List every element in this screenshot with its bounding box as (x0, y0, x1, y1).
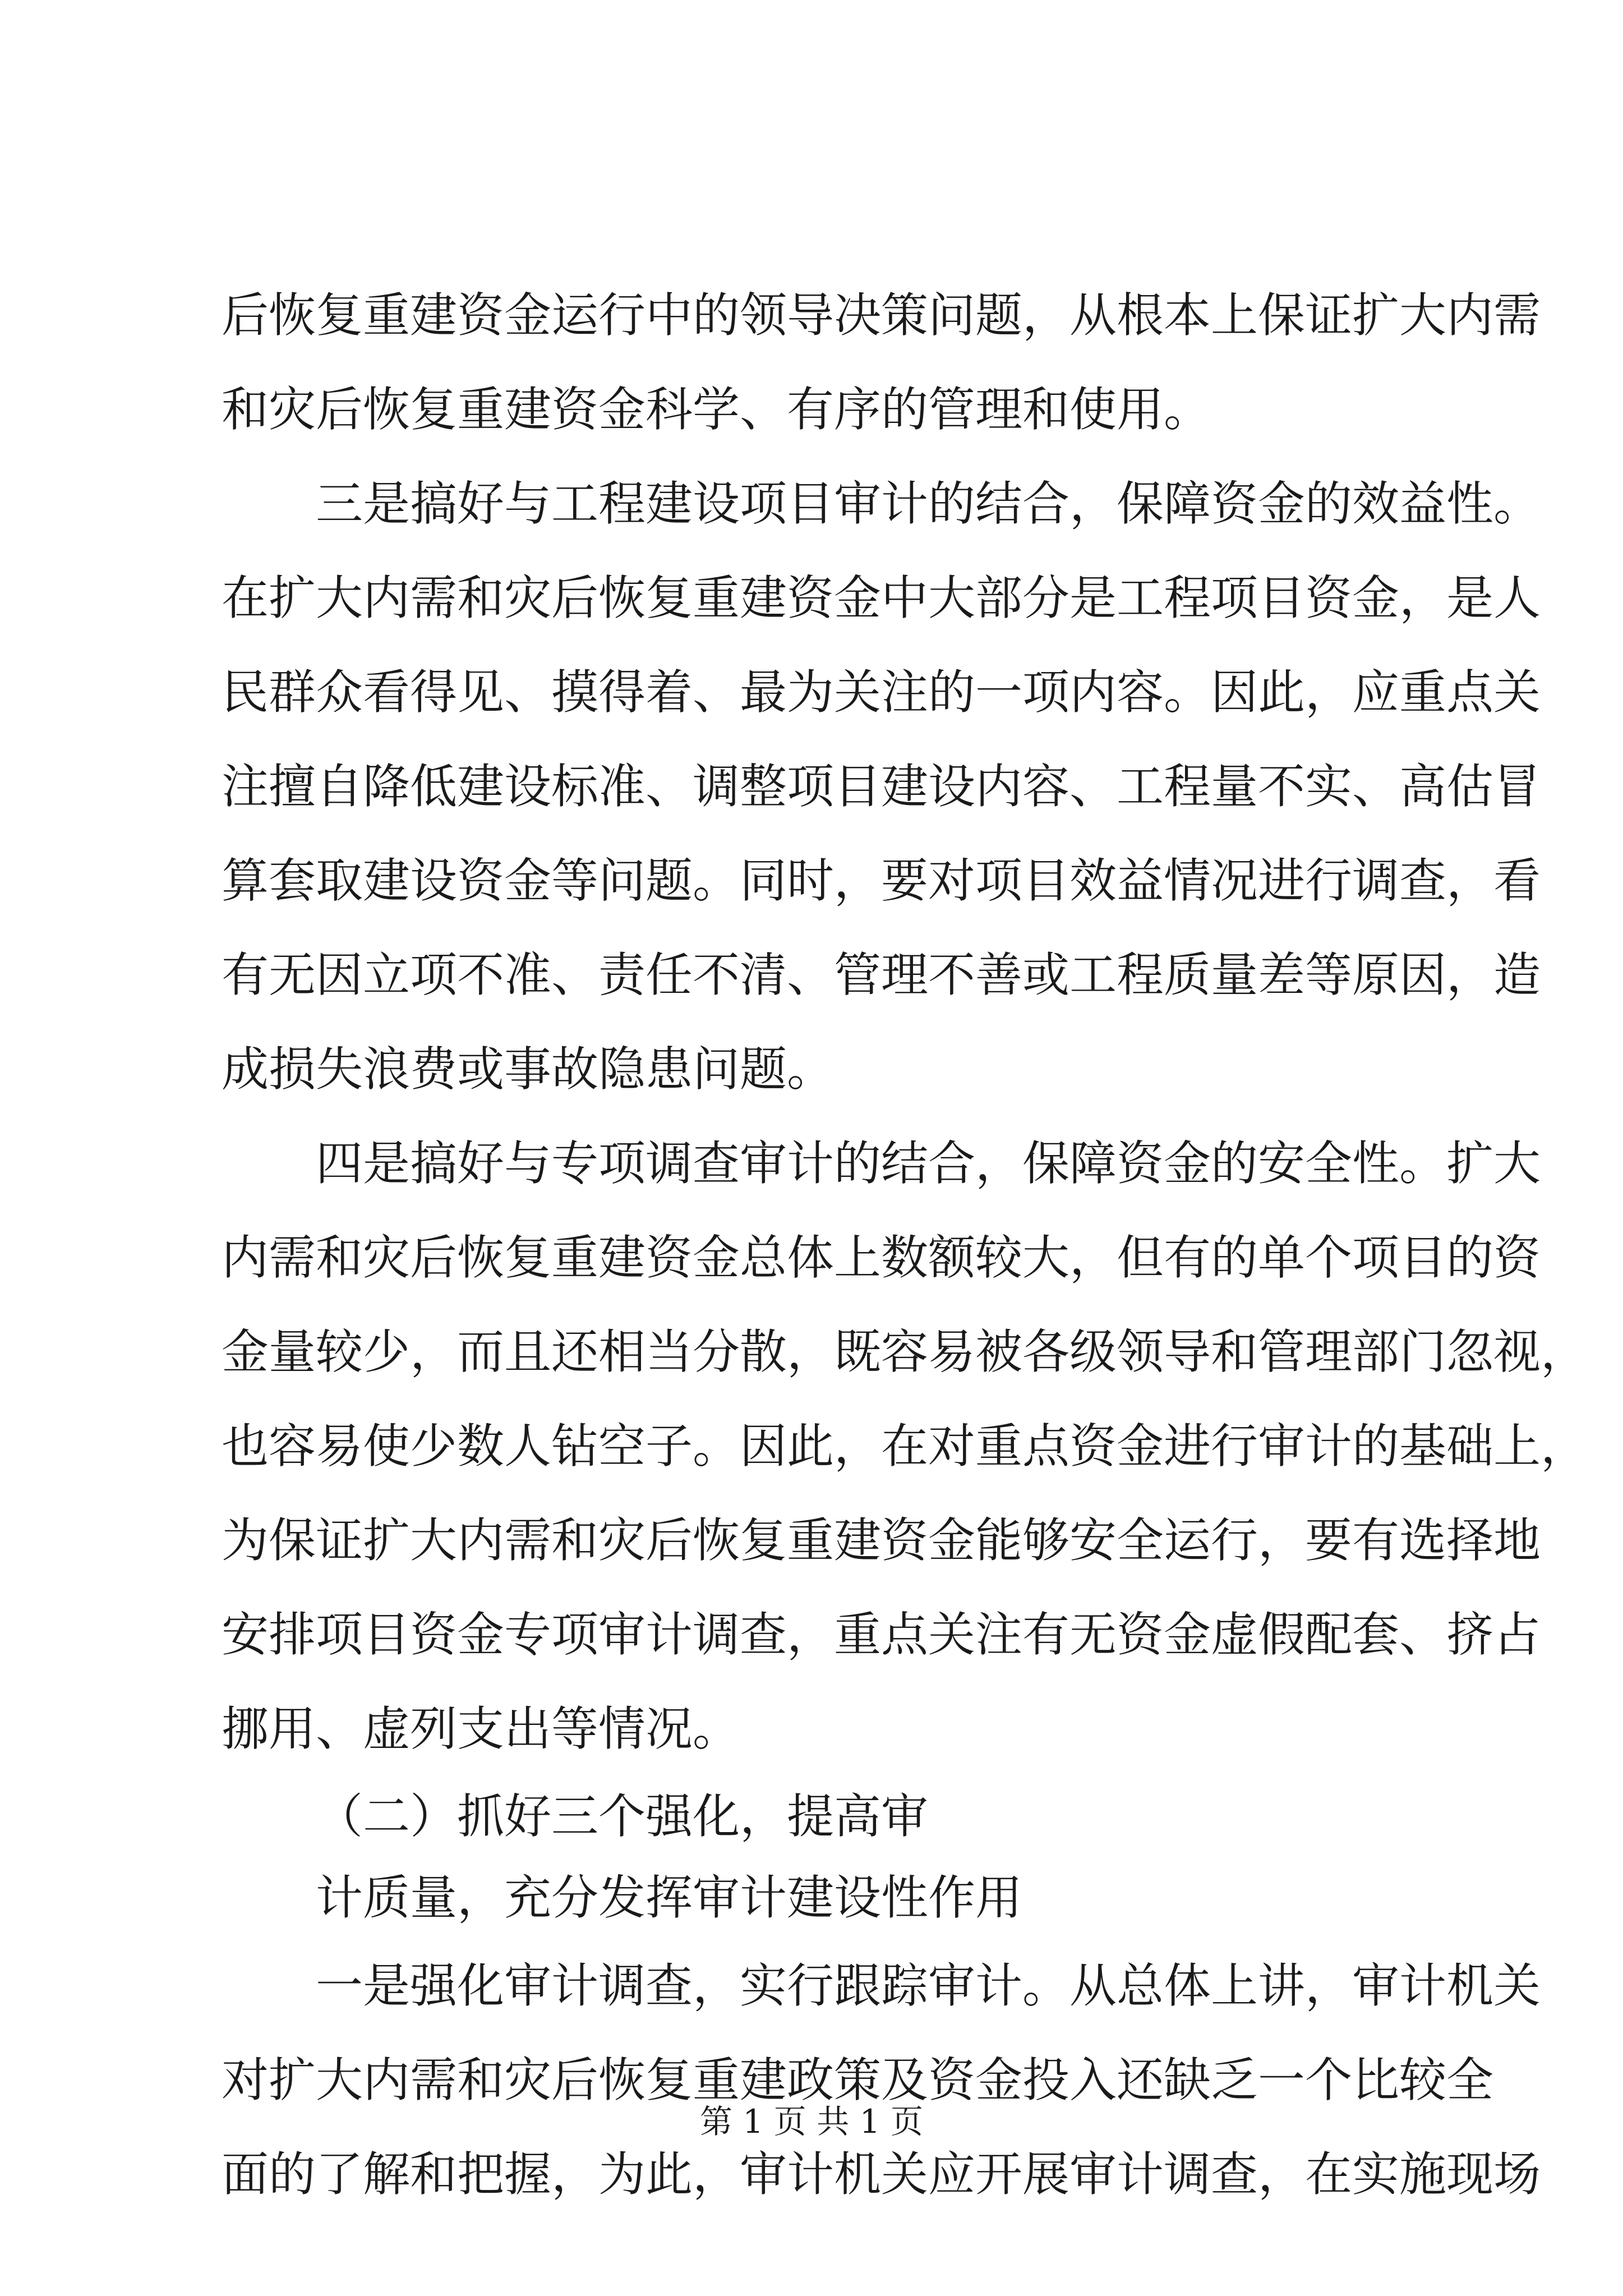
paragraph-line: 也容易使少数人钻空子。因此，在对重点资金进行审计的基础上， (222, 1419, 1588, 1474)
paragraph-line: 有无因立项不准、责任不清、管理不善或工程质量差等原因，造 (222, 947, 1541, 1002)
paragraph-line: 挪用、虚列支出等情况。 (222, 1701, 740, 1756)
paragraph-line: 为保证扩大内需和灾后恢复重建资金能够安全运行，要有选择地 (222, 1513, 1541, 1568)
paragraph-line: 一是强化审计调查，实行跟踪审计。从总体上讲，审计机关 (316, 1958, 1541, 2013)
document-body (222, 268, 1588, 2221)
paragraph-line: 对扩大内需和灾后恢复重建政策及资金投入还缺乏一个比较全 (222, 2053, 1494, 2108)
page-number-footer: 第 1 页 共 1 页 (700, 2102, 923, 2141)
paragraph-line: 在扩大内需和灾后恢复重建资金中大部分是工程项目资金，是人 (222, 570, 1541, 625)
paragraph-line: 安排项目资金专项审计调查，重点关注有无资金虚假配套、挤占 (222, 1607, 1541, 1662)
paragraph-line: 四是搞好与专项调查审计的结合，保障资金的安全性。扩大 (316, 1136, 1541, 1191)
paragraph-line: 内需和灾后恢复重建资金总体上数额较大，但有的单个项目的资 (222, 1230, 1541, 1285)
section-heading: （二）抓好三个强化，提高审 (316, 1789, 929, 1844)
paragraph-line: 三是搞好与工程建设项目审计的结合，保障资金的效益性。 (316, 476, 1541, 531)
paragraph-line: 后恢复重建资金运行中的领导决策问题，从根本上保证扩大内需 (222, 288, 1541, 343)
section-heading: 计质量，充分发挥审计建设性作用 (316, 1870, 1023, 1925)
paragraph-line: 民群众看得见、摸得着、最为关注的一项内容。因此，应重点关 (222, 665, 1541, 720)
paragraph-line: 金量较少，而且还相当分散，既容易被各级领导和管理部门忽视， (222, 1324, 1588, 1379)
paragraph-line: 和灾后恢复重建资金科学、有序的管理和使用。 (222, 382, 1211, 437)
paragraph-line: 成损失浪费或事故隐患问题。 (222, 1042, 834, 1097)
paragraph-line: 面的了解和把握，为此，审计机关应开展审计调查，在实施现场 (222, 2147, 1541, 2202)
paragraph-line: 算套取建设资金等问题。同时，要对项目效益情况进行调查，看 (222, 853, 1541, 908)
paragraph-line: 注擅自降低建设标准、调整项目建设内容、工程量不实、高估冒 (222, 759, 1541, 814)
